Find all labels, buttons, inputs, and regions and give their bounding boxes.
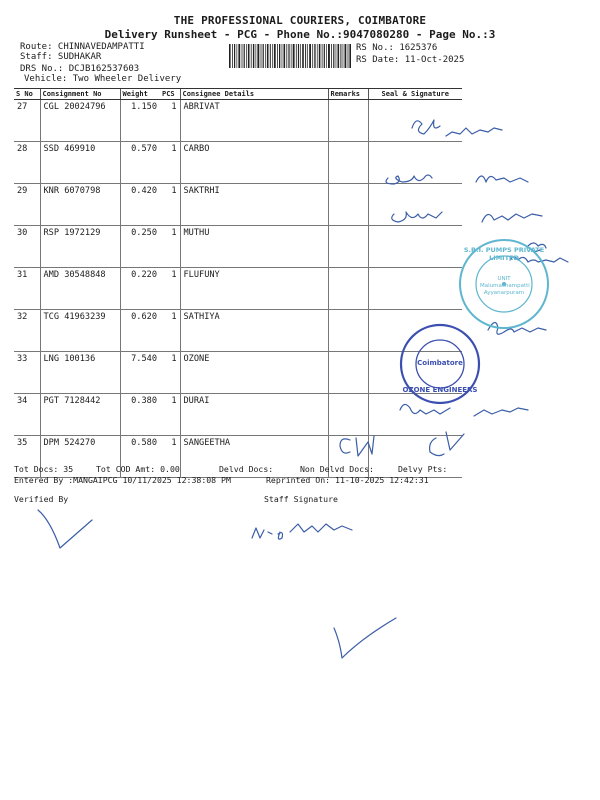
sri-pumps-stamp-outer-text: S.R.I. PUMPS PRIVATE LIMITED (463, 246, 545, 262)
col-remarks: Remarks (328, 89, 368, 100)
vehicle-label: Vehicle: Two Wheeler Delivery (24, 74, 182, 84)
cell-sno: 30 (14, 226, 40, 268)
staff-label: Staff: SUDHAKAR (20, 52, 102, 62)
rs-date: RS Date: 11-Oct-2025 (356, 55, 465, 65)
signature-row-27 (412, 120, 502, 136)
cell-consignment: LNG 100136 (40, 352, 120, 394)
verified-by-checkmark (38, 510, 92, 548)
cell-pcs: 1 (160, 184, 180, 226)
cell-weight: 0.570 (120, 142, 160, 184)
cell-weight: 0.220 (120, 268, 160, 310)
cell-consignee: SATHIYA (180, 310, 328, 352)
col-consignee: Consignee Details (180, 89, 328, 100)
cell-consignment: CGL 20024796 (40, 100, 120, 142)
reprinted-on: Reprinted On: 11-10-2025 12:42:31 (266, 475, 429, 485)
cell-sno: 33 (14, 352, 40, 394)
sri-pumps-stamp-inner-text: UNIT Malumachampatti Ayyanarpuram (480, 276, 530, 296)
cell-weight: 0.380 (120, 394, 160, 436)
staff-signature-label: Staff Signature (264, 494, 338, 504)
col-consignment: Consignment No (40, 89, 120, 100)
company-title: THE PROFESSIONAL COURIERS, COIMBATORE (173, 14, 427, 27)
signature-row-35 (430, 432, 464, 456)
cell-consignee: SANGEETHA (180, 436, 328, 478)
col-sno: S No (14, 89, 40, 100)
staff-signature-scrawl (252, 524, 352, 539)
cell-consignment: TCG 41963239 (40, 310, 120, 352)
col-seal-signature: Seal & Signature (368, 89, 462, 100)
cell-consignee: CARBO (180, 142, 328, 184)
drs-number: DRS No.: DCJB162537603 (20, 64, 140, 74)
cell-pcs: 1 (160, 352, 180, 394)
cell-sno: 35 (14, 436, 40, 478)
cell-weight: 7.540 (120, 352, 160, 394)
verified-by-label: Verified By (14, 494, 69, 504)
runsheet-subtitle: Delivery Runsheet - PCG - Phone No.:9047080280 - Page No.:3 (104, 28, 496, 41)
ozone-engineers-stamp (398, 322, 482, 406)
cell-sno: 32 (14, 310, 40, 352)
cell-consignment: PGT 7128442 (40, 394, 120, 436)
cell-consignment: SSD 469910 (40, 142, 120, 184)
cell-weight: 0.620 (120, 310, 160, 352)
cell-consignee: FLUFUNY (180, 268, 328, 310)
total-cod-amount: Tot COD Amt: 0.00 (96, 464, 180, 474)
cell-consignment: RSP 1972129 (40, 226, 120, 268)
sri-pumps-stamp (456, 236, 552, 332)
cell-pcs: 1 (160, 394, 180, 436)
cell-consignee: MUTHU (180, 226, 328, 268)
remark-mark-row-35 (340, 436, 374, 456)
signature-row-28 (386, 175, 528, 184)
cell-consignee: ABRIVAT (180, 100, 328, 142)
ozone-stamp-inner-text: Coimbatore (417, 359, 463, 367)
delivery-points: Delvy Pts: (398, 464, 448, 474)
cell-consignee: DURAI (180, 394, 328, 436)
cell-weight: 0.250 (120, 226, 160, 268)
col-pcs: PCS (160, 89, 180, 100)
signature-row-29 (392, 212, 542, 222)
cell-sno: 34 (14, 394, 40, 436)
cell-consignment: DPM 524270 (40, 436, 120, 478)
total-docs: Tot Docs: 35 (14, 464, 74, 474)
signature-row-34 (400, 404, 528, 416)
route-label: Route: CHINNAVEDAMPATTI (20, 42, 145, 52)
cell-sno: 31 (14, 268, 40, 310)
cell-pcs: 1 (160, 436, 180, 478)
cell-weight: 0.420 (120, 184, 160, 226)
cell-pcs: 1 (160, 100, 180, 142)
cell-pcs: 1 (160, 268, 180, 310)
cell-sno: 27 (14, 100, 40, 142)
col-weight: Weight (120, 89, 160, 100)
cell-weight: 1.150 (120, 100, 160, 142)
non-delivered-docs: Non Delvd Docs: (300, 464, 374, 474)
cell-sno: 29 (14, 184, 40, 226)
cell-consignment: KNR 6070798 (40, 184, 120, 226)
entered-by: Entered By :MANGAIPCG 10/11/2025 12:38:08 PM (14, 475, 231, 485)
cell-pcs: 1 (160, 142, 180, 184)
ozone-stamp-outer-text: OZONE ENGINEERS (402, 386, 478, 394)
cell-sno: 28 (14, 142, 40, 184)
delivered-docs: Delvd Docs: (219, 464, 274, 474)
cell-consignee: OZONE (180, 352, 328, 394)
cell-consignment: AMD 30548848 (40, 268, 120, 310)
cell-consignee: SAKTRHI (180, 184, 328, 226)
bottom-checkmark (334, 618, 396, 658)
cell-weight: 0.580 (120, 436, 160, 478)
rs-number: RS No.: 1625376 (356, 43, 438, 53)
cell-pcs: 1 (160, 310, 180, 352)
cell-pcs: 1 (160, 226, 180, 268)
